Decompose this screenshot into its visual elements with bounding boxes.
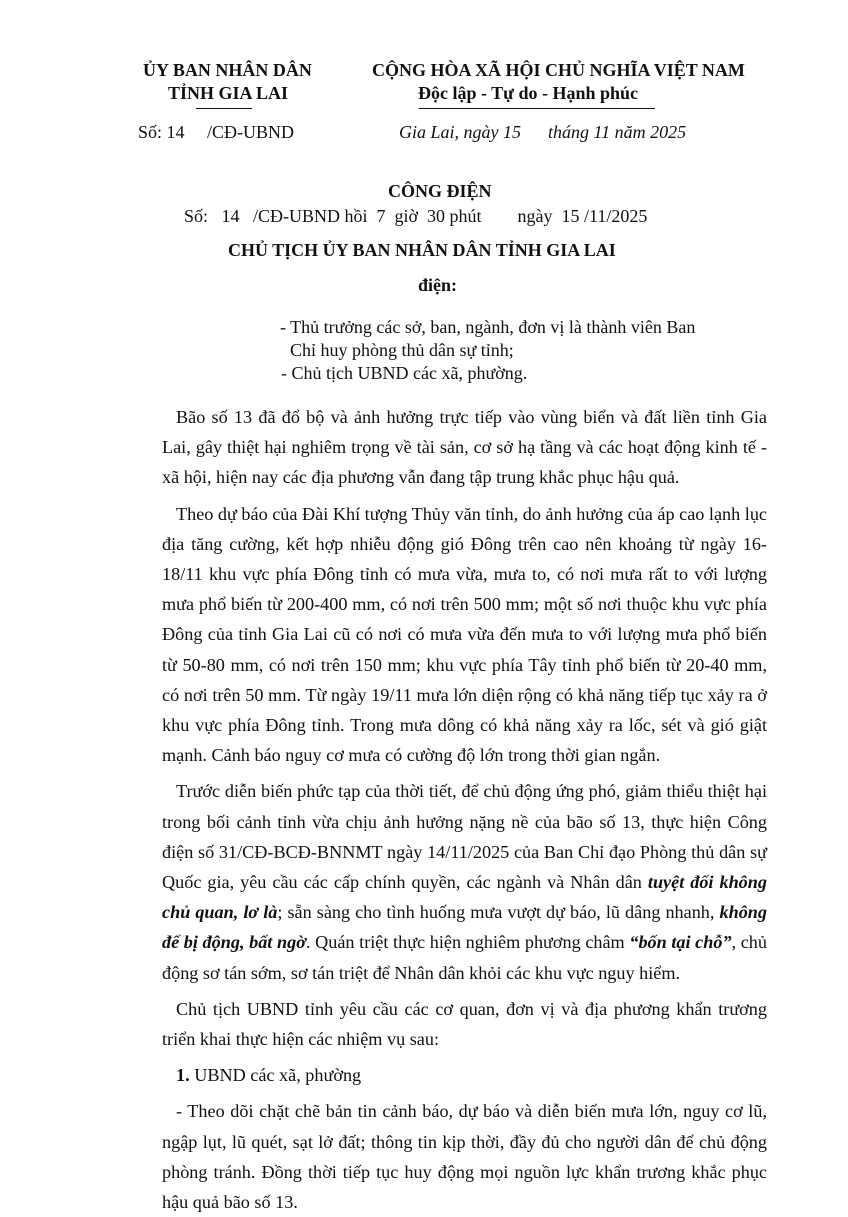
directive-emphasis-1: tuyệt đối không chủ quan, lơ là [162,872,767,923]
section-1-title: UBND các xã, phường [189,1065,362,1086]
directive-text-c: . Quán triệt thực hiện nghiêm phương châm [305,932,630,953]
national-title: CỘNG HÒA XÃ HỘI CHỦ NGHĨA VIỆT NAM [372,60,745,80]
dispatch-number-line: Số: 14 /CĐ-UBND hồi 7 giờ 30 phút ngày 15 /11/2025 [184,206,648,226]
issuing-org-line1: ỦY BAN NHÂN DÂN [143,60,312,80]
directive-emphasis-3: “bốn tại chỗ” [629,932,732,953]
document-type-title: CÔNG ĐIỆN [388,181,492,201]
org-underline [196,108,252,109]
directive-text-d: , chủ động sơ tán sớm, sơ tán triệt để Nhân dân khỏi các khu vực nguy hiểm. [162,932,767,983]
motto-underline [419,108,655,109]
paragraph-directive [162,776,767,987]
section-1-number: 1. [176,1065,190,1086]
sender-title: CHỦ TỊCH ỦY BAN NHÂN DÂN TỈNH GIA LAI [228,240,616,260]
paragraph-section-1-task: - Theo dõi chặt chẽ bản tin cảnh báo, dự báo và diễn biến mưa lớn, nguy cơ lũ, ngập lụt, lũ quét, sạt lở đất; thông tin kịp thời, đầy đủ cho người dân để chủ động phòng tránh. Đồng thời tiếp tục huy động mọi nguồn lực khẩn trương khắc phục hậu quả bão số 13. [162,1101,767,1213]
directive-emphasis-2: không để bị động, bất ngờ [162,902,768,953]
paragraph-storm-impact: Bão số 13 đã đổ bộ và ảnh hưởng trực tiếp vào vùng biển và đất liền tỉnh Gia Lai, gây thiệt hại nghiêm trọng về tài sản, cơ sở hạ tầng và các hoạt động kinh tế - xã hội, hiện nay các địa phương vẫn đang tập trung khắc phục hậu quả. [162,407,767,488]
issuing-org-line2: TỈNH GIA LAI [168,83,289,103]
recipient-1-line2: Chỉ huy phòng thủ dân sự tỉnh; [290,340,514,360]
document-number: Số: 14 /CĐ-UBND [138,122,295,142]
section-1-heading [162,1060,767,1090]
directive-text-a: Trước diễn biến phức tạp của thời tiết, để chủ động ứng phó, giảm thiểu thiệt hại trong bối cảnh tỉnh vừa chịu ảnh hưởng nặng nề của bão số 13, thực hiện Công điện số 31/CĐ-BCĐ-BNNMT ngày 14/11/2025 của Ban Chỉ đạo Phòng thủ dân sự Quốc gia, yêu cầu các cấp chính quyền, các ngành và Nhân dân [162,781,767,893]
recipient-2: - Chủ tịch UBND các xã, phường. [281,363,528,383]
directive-text-b: ; sẵn sàng cho tình huống mưa vượt dự báo, lũ dâng nhanh, [277,902,720,923]
national-motto: Độc lập - Tự do - Hạnh phúc [418,83,639,103]
paragraph-weather-forecast: Theo dự báo của Đài Khí tượng Thủy văn tỉnh, do ảnh hưởng của áp cao lạnh lục địa tăng cường, kết hợp nhiễu động gió Đông trên cao nên khoảng từ ngày 16-18/11 khu vực phía Đông tỉnh có mưa vừa, mưa to, có nơi mưa rất to với lượng mưa phổ biến từ 200-400 mm, có nơi trên 500 mm; một số nơi thuộc khu vực phía Đông của tỉnh Gia Lai cũ có nơi có mưa vừa đến mưa to với lượng mưa phổ biến từ 50-80 mm, có nơi trên 150 mm; khu vực phía Tây tỉnh phổ biến từ 20-40 mm, có nơi trên 50 mm. Từ ngày 19/11 mưa lớn diện rộng có khả năng tiếp tục xảy ra ở khu vực phía Đông tỉnh. Trong mưa dông có khả năng xảy ra lốc, sét và gió giật mạnh. Cảnh báo nguy cơ mưa có cường độ lớn trong thời gian ngắn. [162,503,767,766]
paragraph-request: Chủ tịch UBND tỉnh yêu cầu các cơ quan, đơn vị và địa phương khẩn trương triển khai thực hiện các nhiệm vụ sau: [162,998,767,1050]
place-and-date: Gia Lai, ngày 15 tháng 11 năm 2025 [399,122,687,142]
dispatch-verb: điện: [418,275,458,295]
recipient-1-line1: - Thủ trưởng các sở, ban, ngành, đơn vị là thành viên Ban [280,317,696,337]
document-body [162,402,767,1217]
